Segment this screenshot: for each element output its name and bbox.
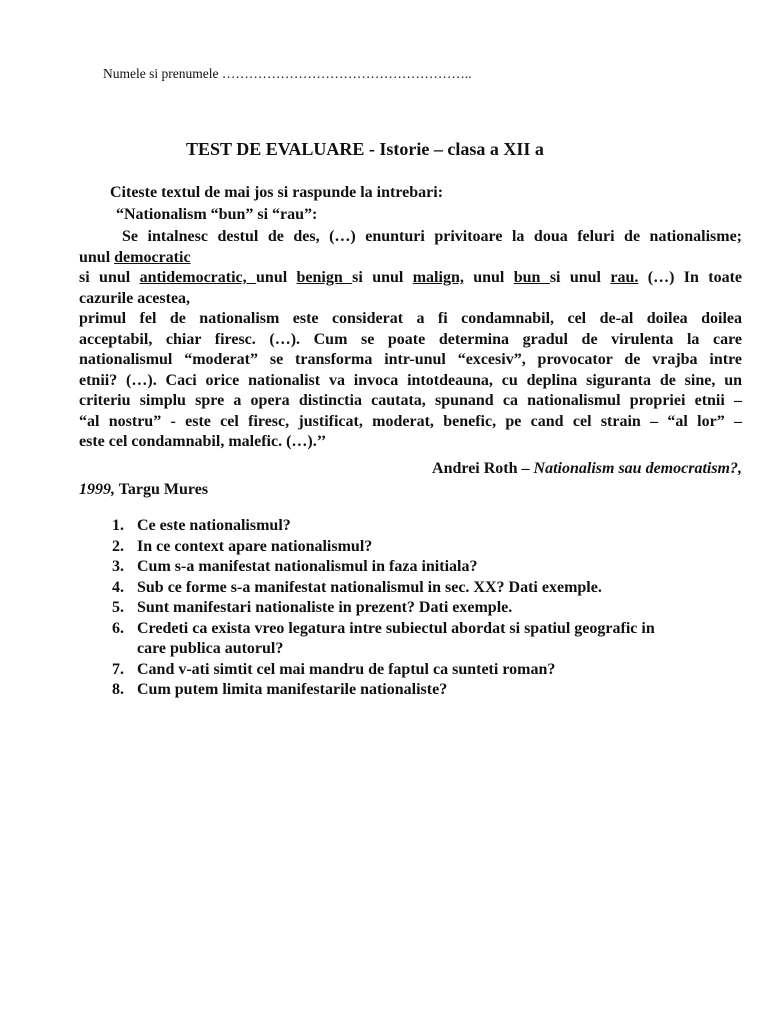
question-item	[112, 660, 672, 681]
question-number: 8.	[112, 681, 124, 698]
question-number: 7.	[112, 660, 124, 678]
publication-place: Targu Mures	[115, 481, 209, 498]
question-number: 5.	[112, 599, 124, 616]
instruction-text: Citeste textul de mai jos si raspunde la intrebari:	[110, 184, 444, 201]
passage-line: acceptabil, chiar firesc. (…). Cum se poate determina gradul de virulenta la care	[79, 330, 742, 348]
passage-text: unul	[256, 269, 297, 286]
question-item	[112, 598, 672, 619]
question-item	[112, 537, 672, 558]
attribution-line	[79, 481, 208, 498]
attribution	[79, 458, 742, 500]
passage-line: criteriu simplu spre a opera distinctia cautata, spunand ca nationalismul propriei etnii –	[79, 392, 742, 409]
question-item	[112, 619, 672, 660]
passage-text: unul	[79, 248, 115, 266]
question-item	[112, 516, 672, 537]
question-text: In ce context apare nationalismul?	[137, 537, 373, 555]
underlined-term: benign	[296, 269, 353, 286]
passage-line	[79, 268, 742, 289]
passage-line: primul fel de nationalism este considerat a fi condamnabil, cel de-al doilea doilea	[79, 310, 742, 327]
passage-text: si unul	[79, 269, 140, 286]
passage-line: “al nostru” - este cel firesc, justificat, moderat, benefic, pe cand cel strain – “al lor” –	[79, 412, 742, 430]
question-text: Sunt manifestari nationaliste in prezent? Dati exemple.	[137, 599, 513, 616]
question-number: 1.	[112, 517, 124, 534]
underlined-term: rau.	[610, 269, 639, 286]
passage-text: si unul	[352, 269, 413, 286]
question-text: Credeti ca exista vreo legatura intre subiectul abordat si spatiul geografic in care publica autorul?	[137, 619, 655, 657]
question-number: 3.	[112, 558, 124, 575]
question-list	[112, 516, 672, 701]
passage-text: si unul	[549, 269, 611, 286]
question-text: Cand v-ati simtit cel mai mandru de faptul ca sunteti roman?	[137, 660, 556, 678]
quote-title: “Nationalism “bun” si “rau”:	[116, 206, 318, 223]
question-item	[112, 578, 672, 599]
question-text: Sub ce forme s-a manifestat nationalismul in sec. XX? Dati exemple.	[137, 578, 602, 596]
underlined-term: malign,	[412, 269, 464, 286]
passage-line	[79, 248, 742, 269]
question-text: Cum putem limita manifestarile nationaliste?	[137, 681, 448, 698]
author-name: Andrei Roth –	[432, 460, 534, 477]
underlined-term: democratic	[114, 248, 191, 266]
question-number: 4.	[112, 578, 124, 596]
quoted-passage	[79, 227, 742, 453]
underlined-term: antidemocratic,	[139, 269, 257, 286]
passage-line: Se intalnesc destul de des, (…) enunturi privitoare la doua feluri de nationalisme;	[122, 228, 742, 245]
underlined-term: bun	[513, 269, 550, 286]
passage-text: (…) In toate	[638, 269, 743, 286]
attribution-line	[79, 458, 742, 479]
question-text: Cum s-a manifestat nationalismul in faza initiala?	[137, 558, 478, 575]
question-number: 6.	[112, 619, 124, 637]
passage-line: nationalismul “moderat” se transforma intr-unul “excesiv”, provocator de vrajba intre	[79, 351, 742, 368]
passage-line: este cel condamnabil, malefic. (…).’’	[79, 433, 327, 450]
question-item	[112, 680, 672, 701]
question-number: 2.	[112, 537, 124, 555]
work-title: Nationalism sau democratism?,	[533, 460, 742, 477]
question-text: Ce este nationalismul?	[137, 517, 291, 534]
passage-line: etnii? (…). Caci orice nationalist va invoca intotdeauna, cu deplina siguranta de sine, un	[79, 371, 742, 389]
passage-line: cazurile acestea,	[79, 289, 191, 307]
name-field-label: Numele si prenumele ………………………………………………..	[103, 66, 472, 81]
question-item	[112, 557, 672, 578]
passage-text: unul	[463, 269, 514, 286]
publication-year: 1999,	[79, 481, 115, 498]
page-title: TEST DE EVALUARE - Istorie – clasa a XII a	[186, 139, 544, 159]
